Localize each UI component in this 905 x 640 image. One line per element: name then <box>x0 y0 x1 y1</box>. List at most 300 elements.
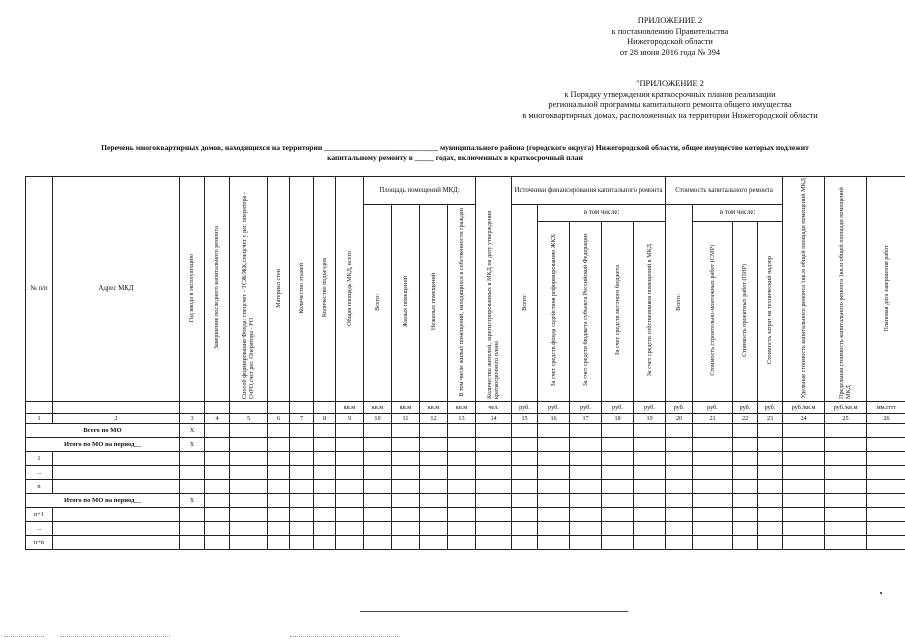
column-number-cell: 6 <box>268 414 290 424</box>
data-cell <box>448 508 476 522</box>
scan-edge-line <box>290 636 400 637</box>
column-number-cell: 19 <box>634 414 666 424</box>
data-cell <box>538 522 570 536</box>
header-wall-material: Материал стен <box>274 268 282 308</box>
data-cell <box>230 536 268 550</box>
header-financing-group: Источники финансирования капитального ремонта <box>512 177 666 205</box>
header-area-group: Площадь помещений МКД: <box>364 177 476 205</box>
data-cell <box>758 452 783 466</box>
appendix-line: Нижегородской области <box>627 37 713 47</box>
data-cell <box>512 508 538 522</box>
header-area-living: Жилых помещений <box>401 276 409 328</box>
data-cell <box>336 438 364 452</box>
table-row <box>26 536 905 550</box>
data-cell <box>693 452 733 466</box>
data-cell <box>666 466 693 480</box>
data-cell <box>693 480 733 494</box>
data-cell <box>693 494 733 508</box>
data-cell <box>364 424 392 438</box>
column-number-cell: 5 <box>230 414 268 424</box>
data-cell <box>602 480 634 494</box>
data-cell <box>602 452 634 466</box>
data-cell <box>758 536 783 550</box>
data-cell <box>420 466 448 480</box>
data-cell <box>666 480 693 494</box>
column-number-cell: 25 <box>825 414 867 424</box>
data-cell <box>476 494 512 508</box>
unit-cell: мм.гггг <box>867 402 905 414</box>
column-number-cell: 22 <box>733 414 758 424</box>
data-cell <box>392 480 420 494</box>
header-planned-date: Плановая дата завершения работ <box>882 244 890 332</box>
data-cell <box>666 536 693 550</box>
year-built-cell <box>180 536 205 550</box>
data-cell <box>666 522 693 536</box>
data-cell <box>476 424 512 438</box>
data-cell <box>867 508 905 522</box>
footer-rule <box>360 611 628 612</box>
data-cell <box>448 480 476 494</box>
data-cell <box>758 508 783 522</box>
data-cell <box>538 424 570 438</box>
data-cell <box>733 480 758 494</box>
year-built-cell <box>180 480 205 494</box>
table-row <box>26 452 905 466</box>
data-cell <box>336 480 364 494</box>
data-cell <box>602 508 634 522</box>
address-cell <box>53 480 180 494</box>
data-cell <box>733 522 758 536</box>
data-cell <box>364 438 392 452</box>
column-number-cell: 23 <box>758 414 783 424</box>
data-cell <box>783 480 825 494</box>
header-residents: Количество жителей, зарегистрированных в МКД на дату утверждения краткосрочного плана <box>486 210 501 399</box>
data-cell <box>512 522 538 536</box>
data-cell <box>783 494 825 508</box>
data-cell <box>733 536 758 550</box>
data-cell <box>758 494 783 508</box>
column-number-cell: 7 <box>290 414 314 424</box>
data-cell <box>733 452 758 466</box>
data-cell <box>825 494 867 508</box>
data-cell <box>634 508 666 522</box>
data-cell <box>825 508 867 522</box>
data-cell <box>205 452 230 466</box>
row-number: n <box>26 480 53 494</box>
data-cell <box>867 536 905 550</box>
data-cell <box>666 438 693 452</box>
header-financing-federal: За счет средств бюджета субъекта Российской Федерации <box>581 234 589 387</box>
data-cell <box>733 466 758 480</box>
row-number: n+n <box>26 536 53 550</box>
data-cell <box>205 438 230 452</box>
column-number-cell: 12 <box>420 414 448 424</box>
data-cell <box>602 494 634 508</box>
header-cost-incl: в том числе: <box>693 205 783 222</box>
data-cell <box>825 480 867 494</box>
data-cell <box>634 536 666 550</box>
data-cell <box>783 522 825 536</box>
year-built-cell: X <box>180 438 205 452</box>
data-cell <box>230 494 268 508</box>
appendix-line: от 28 июня 2016 года № 394 <box>619 47 721 57</box>
data-cell <box>448 424 476 438</box>
data-cell <box>602 522 634 536</box>
header-financing-owners: За счет средств собственников помещений в МКД <box>645 244 653 377</box>
data-cell <box>666 508 693 522</box>
data-cell <box>230 424 268 438</box>
data-cell <box>538 438 570 452</box>
data-cell <box>825 466 867 480</box>
column-number-cell: 26 <box>867 414 905 424</box>
data-cell <box>420 494 448 508</box>
data-cell <box>602 424 634 438</box>
data-cell <box>512 466 538 480</box>
data-cell <box>512 494 538 508</box>
data-cell <box>420 438 448 452</box>
houses-table <box>25 176 905 550</box>
column-number-cell: 13 <box>448 414 476 424</box>
row-label: Итого по МО на период__ <box>26 438 180 452</box>
data-cell <box>230 438 268 452</box>
data-cell <box>268 494 290 508</box>
data-cell <box>336 466 364 480</box>
data-cell <box>602 438 634 452</box>
data-cell <box>290 424 314 438</box>
data-cell <box>392 522 420 536</box>
data-cell <box>602 466 634 480</box>
data-cell <box>512 480 538 494</box>
row-number: 1 <box>26 452 53 466</box>
data-cell <box>733 438 758 452</box>
data-cell <box>448 438 476 452</box>
header-cost-group: Стоимость капитального ремонта <box>666 177 783 205</box>
table-row <box>26 466 905 480</box>
data-cell <box>392 438 420 452</box>
data-cell <box>364 452 392 466</box>
header-financing-total: Всего: <box>520 293 528 311</box>
data-cell <box>783 424 825 438</box>
data-cell <box>783 438 825 452</box>
data-cell <box>783 452 825 466</box>
data-cell <box>205 480 230 494</box>
data-cell <box>693 424 733 438</box>
data-cell <box>290 508 314 522</box>
data-cell <box>867 424 905 438</box>
appendix-line: к Порядку утверждения краткосрочных планов реализации <box>564 89 776 99</box>
data-cell <box>758 480 783 494</box>
data-cell <box>693 536 733 550</box>
data-cell <box>476 452 512 466</box>
data-cell <box>290 466 314 480</box>
data-cell <box>314 452 336 466</box>
data-cell <box>602 536 634 550</box>
data-cell <box>364 536 392 550</box>
data-cell <box>230 480 268 494</box>
data-cell <box>570 480 602 494</box>
data-cell <box>448 522 476 536</box>
appendix-title: ПРИЛОЖЕНИЕ 2 <box>637 16 703 25</box>
unit-cell: кв.м <box>420 402 448 414</box>
header-financing-incl: в том числе: <box>538 205 666 222</box>
address-cell <box>53 452 180 466</box>
data-cell <box>392 452 420 466</box>
year-built-cell <box>180 508 205 522</box>
column-numbers-row <box>26 414 905 424</box>
data-cell <box>290 522 314 536</box>
unit-cell: кв.м <box>364 402 392 414</box>
address-cell <box>53 508 180 522</box>
data-cell <box>733 494 758 508</box>
header-cost-pir: Стоимость проектных работ (ПИР) <box>741 264 749 357</box>
data-cell <box>268 536 290 550</box>
data-cell <box>314 480 336 494</box>
data-cell <box>290 452 314 466</box>
header-cost-smr: Стоимость строительно-монтажных работ (СМР) <box>708 245 716 376</box>
row-label: Итого по МО на период__ <box>26 494 180 508</box>
unit-cell: руб./кв.м <box>783 402 825 414</box>
unit-cell: руб. <box>758 402 783 414</box>
data-cell <box>733 508 758 522</box>
column-number-cell: 1 <box>26 414 53 424</box>
year-built-cell: X <box>180 424 205 438</box>
data-cell <box>420 508 448 522</box>
column-number-cell: 3 <box>180 414 205 424</box>
data-cell <box>230 522 268 536</box>
table-row <box>26 480 905 494</box>
data-cell <box>392 536 420 550</box>
unit-cell: руб. <box>634 402 666 414</box>
data-cell <box>420 522 448 536</box>
data-cell <box>336 522 364 536</box>
data-cell <box>758 522 783 536</box>
data-cell <box>314 438 336 452</box>
data-cell <box>364 480 392 494</box>
data-cell <box>336 424 364 438</box>
data-cell <box>448 452 476 466</box>
header-area-total: Всего: <box>373 293 381 311</box>
header-year-built: Год ввода в эксплуатацию <box>188 253 196 323</box>
header-unit-cost: Удельная стоимость капитального ремонта 1кв.м общей площади помещений МКД <box>799 177 807 399</box>
data-cell <box>783 466 825 480</box>
data-cell <box>512 536 538 550</box>
data-cell <box>825 452 867 466</box>
data-cell <box>570 452 602 466</box>
data-cell <box>314 536 336 550</box>
scan-edge-line <box>60 636 170 637</box>
scan-edge-line <box>4 636 44 637</box>
appendix-line: к постановлению Правительства <box>611 26 729 36</box>
column-number-cell: 9 <box>336 414 364 424</box>
unit-cell: руб. <box>666 402 693 414</box>
data-cell <box>867 522 905 536</box>
data-cell <box>392 466 420 480</box>
unit-cell: кв.м <box>336 402 364 414</box>
data-cell <box>205 522 230 536</box>
data-cell <box>205 508 230 522</box>
header-cost-total: Всего: <box>675 293 683 311</box>
data-cell <box>476 522 512 536</box>
data-cell <box>570 494 602 508</box>
data-cell <box>666 424 693 438</box>
data-cell <box>290 438 314 452</box>
unit-cell: руб. <box>602 402 634 414</box>
column-number-cell: 17 <box>570 414 602 424</box>
data-cell <box>570 508 602 522</box>
data-cell <box>230 466 268 480</box>
unit-cell: кв.м <box>448 402 476 414</box>
address-cell <box>53 536 180 550</box>
data-cell <box>634 424 666 438</box>
table-row <box>26 508 905 522</box>
document-title-line: капитальному ремонту в _____ годах, включенных в краткосрочный план <box>327 153 583 162</box>
row-label: Всего по МО <box>26 424 180 438</box>
data-cell <box>448 536 476 550</box>
row-number: ... <box>26 466 53 480</box>
data-cell <box>634 438 666 452</box>
column-number-cell: 16 <box>538 414 570 424</box>
data-cell <box>758 438 783 452</box>
year-built-cell <box>180 522 205 536</box>
data-cell <box>314 522 336 536</box>
data-cell <box>512 452 538 466</box>
data-cell <box>392 508 420 522</box>
data-cell <box>825 522 867 536</box>
column-number-cell: 2 <box>53 414 180 424</box>
data-cell <box>867 480 905 494</box>
data-cell <box>364 466 392 480</box>
header-area-nonliving: Нежилых помещений <box>429 273 437 331</box>
data-cell <box>538 536 570 550</box>
document-title <box>20 143 890 163</box>
column-number-cell: 4 <box>205 414 230 424</box>
data-cell <box>693 438 733 452</box>
data-cell <box>867 438 905 452</box>
data-cell <box>693 508 733 522</box>
data-cell <box>420 452 448 466</box>
data-cell <box>783 536 825 550</box>
column-number-cell: 15 <box>512 414 538 424</box>
stray-mark <box>880 592 882 594</box>
data-cell <box>314 508 336 522</box>
header-financing-local: За счет средств местного бюджета <box>613 265 621 356</box>
data-cell <box>336 536 364 550</box>
column-number-cell: 10 <box>364 414 392 424</box>
data-cell <box>314 494 336 508</box>
data-cell <box>634 452 666 466</box>
row-number: n+1 <box>26 508 53 522</box>
data-cell <box>364 494 392 508</box>
data-cell <box>538 508 570 522</box>
unit-cell: руб. <box>512 402 538 414</box>
data-cell <box>666 452 693 466</box>
header-max-unit-cost: Предельная стоимость капитального ремонта 1кв.м общей площади помещений МКД <box>838 187 853 399</box>
data-cell <box>448 494 476 508</box>
data-cell <box>205 424 230 438</box>
table-row <box>26 522 905 536</box>
data-cell <box>867 466 905 480</box>
data-cell <box>570 522 602 536</box>
year-built-cell: X <box>180 494 205 508</box>
header-entrances: Количество подъездов <box>320 258 328 318</box>
unit-cell: руб. <box>570 402 602 414</box>
data-cell <box>268 424 290 438</box>
unit-cell: чел. <box>476 402 512 414</box>
header-floors: Количество этажей <box>297 262 305 314</box>
data-cell <box>538 466 570 480</box>
data-cell <box>268 522 290 536</box>
address-cell <box>53 466 180 480</box>
data-cell <box>476 438 512 452</box>
data-cell <box>290 536 314 550</box>
data-cell <box>392 494 420 508</box>
row-number: ... <box>26 522 53 536</box>
unit-cell: руб. <box>538 402 570 414</box>
data-cell <box>758 424 783 438</box>
unit-cell: руб. <box>733 402 758 414</box>
column-number-cell: 11 <box>392 414 420 424</box>
data-cell <box>230 452 268 466</box>
data-cell <box>268 480 290 494</box>
data-cell <box>364 508 392 522</box>
data-cell <box>570 424 602 438</box>
appendix-title: "ПРИЛОЖЕНИЕ 2 <box>636 79 704 88</box>
header-address: Адрес МКД <box>53 177 180 402</box>
appendix-line: региональной программы капитального ремонта общего имущества <box>548 100 792 110</box>
data-cell <box>570 438 602 452</box>
data-cell <box>268 438 290 452</box>
appendix-line: в многоквартирных домах, расположенных на территории Нижегородской области <box>522 110 818 120</box>
year-built-cell <box>180 452 205 466</box>
data-cell <box>205 494 230 508</box>
data-cell <box>825 438 867 452</box>
data-cell <box>538 452 570 466</box>
data-cell <box>230 508 268 522</box>
data-cell <box>205 536 230 550</box>
data-cell <box>336 452 364 466</box>
table-row <box>26 424 905 438</box>
data-cell <box>758 466 783 480</box>
column-number-cell: 8 <box>314 414 336 424</box>
appendix-header-procedure <box>490 79 850 121</box>
data-cell <box>476 480 512 494</box>
header-area-citizens: В том числе жилых помещений, находящихся в собственности граждан <box>457 207 465 397</box>
data-cell <box>825 536 867 550</box>
table-body <box>26 424 905 550</box>
data-cell <box>634 522 666 536</box>
data-cell <box>783 508 825 522</box>
data-cell <box>825 424 867 438</box>
column-number-cell: 20 <box>666 414 693 424</box>
data-cell <box>733 424 758 438</box>
data-cell <box>448 466 476 480</box>
data-cell <box>476 508 512 522</box>
data-cell <box>512 424 538 438</box>
unit-cell: руб. <box>693 402 733 414</box>
data-cell <box>268 466 290 480</box>
data-cell <box>314 424 336 438</box>
data-cell <box>634 494 666 508</box>
data-cell <box>570 536 602 550</box>
data-cell <box>634 466 666 480</box>
data-cell <box>476 536 512 550</box>
column-number-cell: 21 <box>693 414 733 424</box>
data-cell <box>420 536 448 550</box>
data-cell <box>314 466 336 480</box>
appendix-header-resolution <box>590 16 750 58</box>
unit-cell: руб./кв.м <box>825 402 867 414</box>
data-cell <box>336 494 364 508</box>
